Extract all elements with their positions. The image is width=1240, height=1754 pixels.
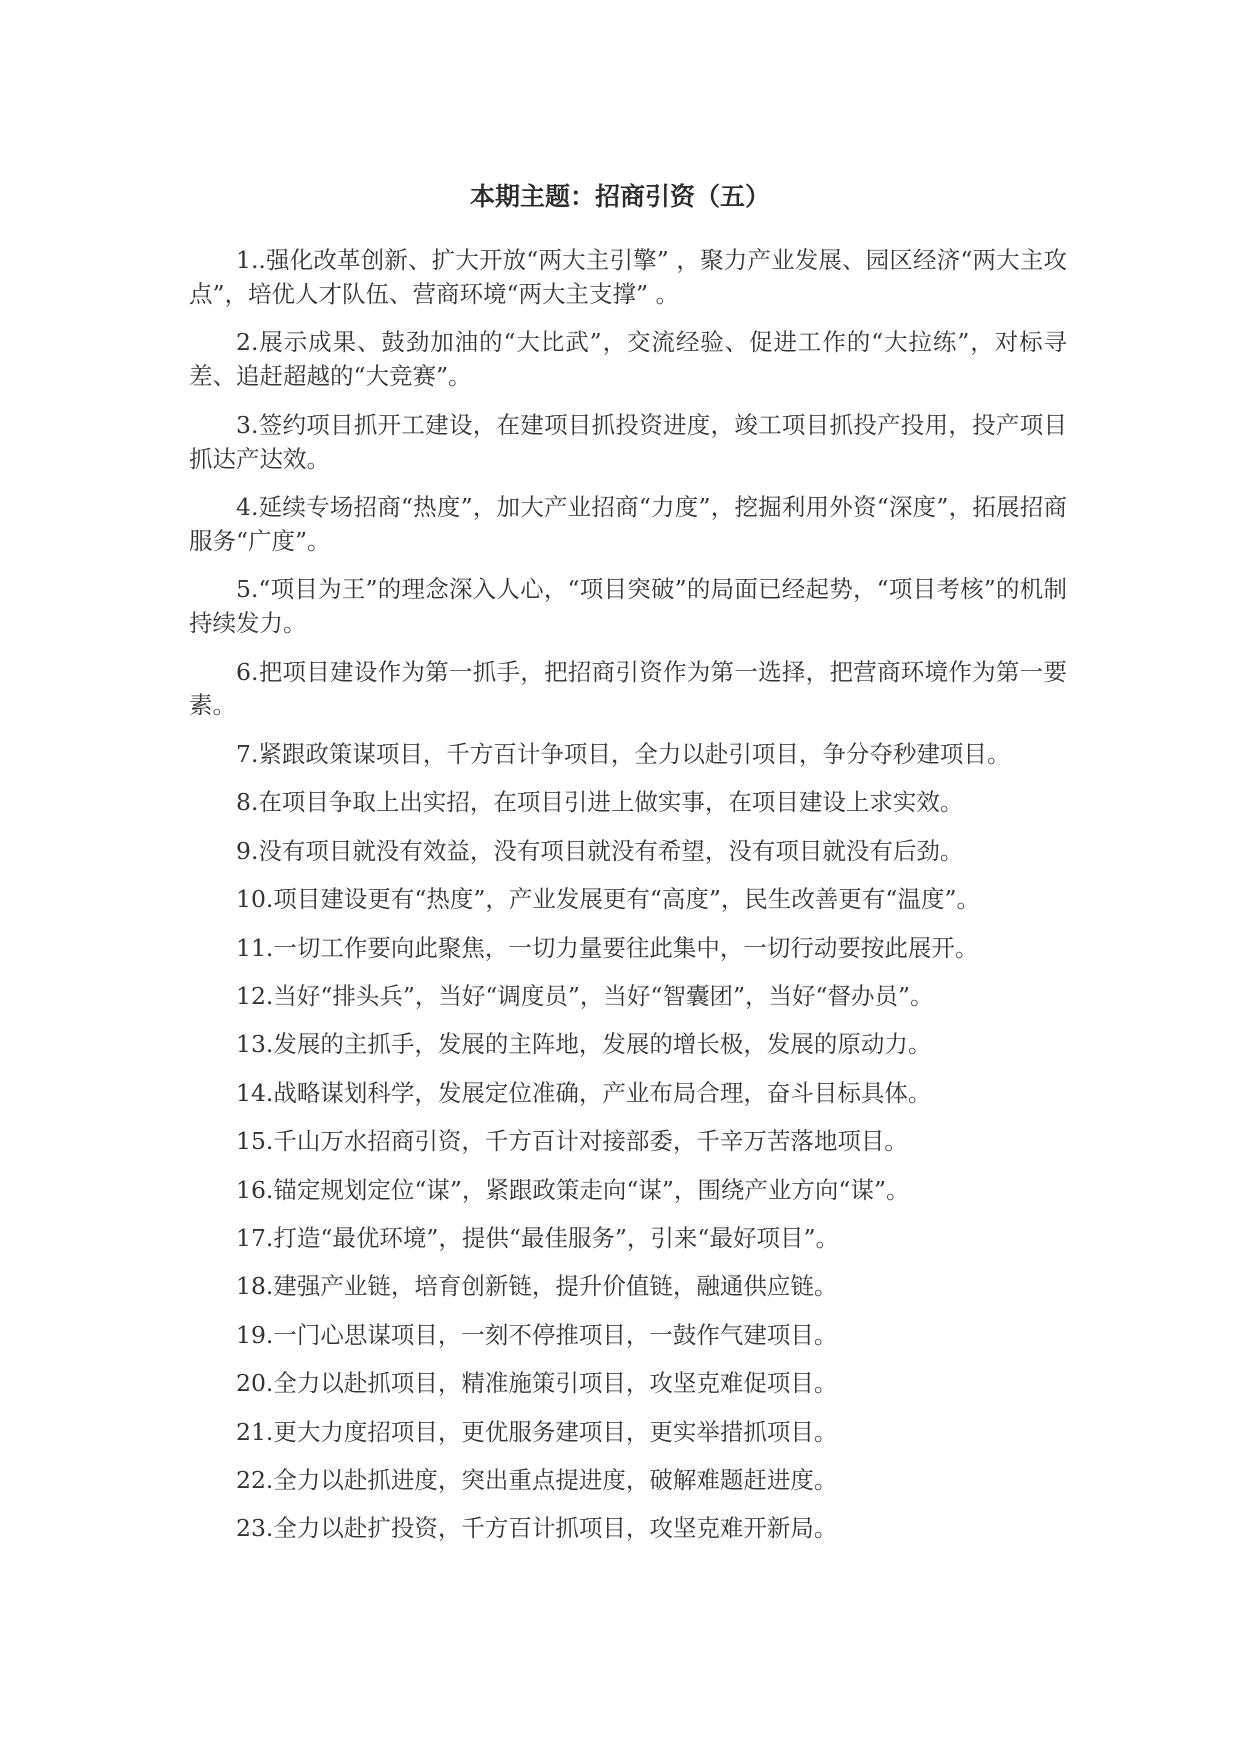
document-title: 本期主题：招商引资（五） [469, 182, 770, 211]
list-item: 2.展示成果、鼓劲加油的“大比武”，交流经验、促进工作的“大拉练”，对标寻差、追赶超越的“大竞赛”。 [189, 328, 1067, 391]
list-item: 5.“项目为王”的理念深入人心，“项目突破”的局面已经起势，“项目考核”的机制持续发力。 [189, 575, 1067, 638]
list-item: 20.全力以赴抓项目，精准施策引项目，攻坚克难促项目。 [236, 1369, 838, 1398]
list-item: 7.紧跟政策谋项目，千方百计争项目，全力以赴引项目，争分夺秒建项目。 [236, 739, 1011, 768]
list-item: 21.更大力度招项目，更优服务建项目，更实举措抓项目。 [236, 1417, 838, 1446]
list-item: 18.建强产业链，培育创新链，提升价值链，融通供应链。 [236, 1272, 838, 1301]
list-item: 22.全力以赴抓进度，突出重点提进度，破解难题赶进度。 [236, 1465, 838, 1494]
list-item: 3.签约项目抓开工建设，在建项目抓投资进度，竣工项目抓投产投用，投产项目抓达产达效。 [189, 410, 1067, 473]
list-item: 9.没有项目就没有效益，没有项目就没有希望，没有项目就没有后劲。 [236, 836, 964, 865]
list-item: 6.把项目建设作为第一抓手，把招商引资作为第一选择，把营商环境作为第一要素。 [189, 657, 1067, 720]
list-item: 16.锚定规划定位“谋”，紧跟政策走向“谋”，围绕产业方向“谋”。 [236, 1175, 910, 1204]
list-item: 10.项目建设更有“热度”，产业发展更有“高度”，民生改善更有“温度”。 [236, 885, 980, 914]
list-item: 1..强化改革创新、扩大开放“两大主引擎” ，聚力产业发展、园区经济“两大主攻点”，培优人才队伍、营商环境“两大主支撑” 。 [189, 246, 1067, 308]
list-item: 13.发展的主抓手，发展的主阵地，发展的增长极，发展的原动力。 [236, 1030, 932, 1059]
list-item: 19.一门心思谋项目，一刻不停推项目，一鼓作气建项目。 [236, 1320, 838, 1349]
list-item: 15.千山万水招商引资，千方百计对接部委，千辛万苦落地项目。 [236, 1127, 908, 1156]
list-item: 17.打造“最优环境”，提供“最佳服务”，引来“最好项目”。 [236, 1223, 839, 1252]
list-item: 11.一切工作要向此聚焦，一切力量要往此集中，一切行动要按此展开。 [236, 933, 979, 962]
list-item: 14.战略谋划科学，发展定位准确，产业布局合理，奋斗目标具体。 [236, 1078, 932, 1107]
list-item: 8.在项目争取上出实招，在项目引进上做实事，在项目建设上求实效。 [236, 788, 964, 817]
list-item: 23.全力以赴扩投资，千方百计抓项目，攻坚克难开新局。 [236, 1514, 838, 1543]
slogan-list [189, 244, 1067, 1561]
list-item: 4.延续专场招商“热度”，加大产业招商“力度”，挖掘利用外资“深度”，拓展招商服务“广度”。 [189, 492, 1067, 555]
list-item: 12.当好“排头兵”，当好“调度员”，当好“智囊团”，当好“督办员”。 [236, 981, 934, 1010]
